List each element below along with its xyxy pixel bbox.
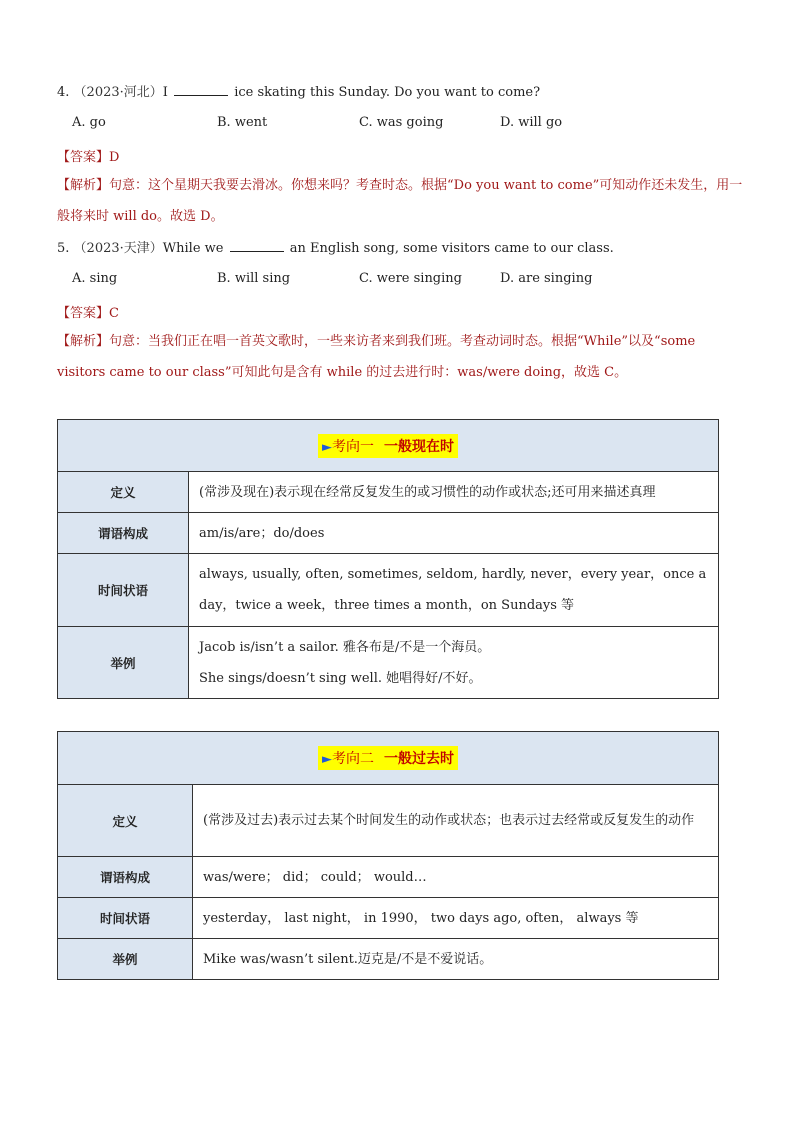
answer-tag: 【答案】 — [57, 306, 110, 321]
stem-post: ice skating this Sunday. Do you want to come? — [234, 85, 541, 100]
option-d: D. will go — [500, 115, 563, 130]
question-4-analysis — [57, 170, 747, 232]
tense-table-present — [57, 419, 719, 699]
stem-pre: While we — [162, 241, 224, 256]
answer-value: C — [109, 306, 119, 321]
option-c: C. were singing — [359, 271, 462, 286]
example-line: Jacob is/isn’t a sailor. 雅各布是/不是一个海员。 — [199, 639, 491, 655]
tense-table-past — [57, 731, 719, 980]
kx-label: 考向一 — [332, 438, 374, 455]
row-label: 举例 — [58, 627, 189, 699]
table-header — [58, 732, 719, 785]
row-label: 时间状语 — [58, 898, 193, 939]
triangle-arrow-icon: ► — [322, 752, 332, 767]
row-label: 定义 — [58, 472, 189, 513]
row-value: am/is/are；do/does — [189, 513, 719, 554]
row-label: 时间状语 — [58, 554, 189, 627]
question-5-stem — [57, 239, 614, 258]
row-value — [189, 627, 719, 699]
option-c: C. was going — [359, 115, 444, 130]
kx-label: 考向二 — [332, 751, 374, 767]
question-number: 4. — [57, 85, 70, 100]
answer-value: D — [109, 150, 120, 165]
option-a: A. go — [72, 115, 106, 130]
row-label: 定义 — [58, 785, 193, 857]
analysis-tag: 【解析】 — [57, 334, 110, 349]
section-heading — [318, 434, 458, 458]
question-source: （2023·天津） — [73, 241, 163, 256]
answer-blank — [230, 239, 284, 252]
question-number: 5. — [57, 241, 70, 256]
row-label: 谓语构成 — [58, 513, 189, 554]
option-a: A. sing — [72, 271, 118, 286]
answer-blank — [174, 83, 228, 96]
row-value: (常涉及现在)表示现在经常反复发生的或习惯性的动作或状态;还可用来描述真理 — [189, 472, 719, 513]
row-value: yesterday， last night， in 1990， two days ago, often， always 等 — [193, 898, 719, 939]
row-value: Mike was/wasn’t silent.迈克是/不是不爱说话。 — [193, 939, 719, 980]
tense-name: 一般现在时 — [384, 438, 454, 455]
question-5-analysis — [57, 326, 747, 388]
analysis-text: 句意：这个星期天我要去滑冰。你想来吗？考查时态。根据“Do you want to come”可知动作还未发生，用一般将来时 will do。故选 D。 — [57, 178, 743, 224]
row-label: 谓语构成 — [58, 857, 193, 898]
row-value: always, usually, often, sometimes, seldom, hardly, never，every year，once a day，twice a week，three times a month，on Sundays 等 — [189, 554, 719, 627]
analysis-tag: 【解析】 — [57, 178, 110, 193]
question-source: （2023·河北） — [73, 85, 163, 100]
answer-tag: 【答案】 — [57, 150, 110, 165]
table-header — [58, 420, 719, 472]
section-heading — [318, 746, 458, 770]
question-5-answer — [57, 302, 119, 321]
example-line: She sings/doesn’t sing well. 她唱得好/不好。 — [199, 670, 482, 686]
row-value: (常涉及过去)表示过去某个时间发生的动作或状态；也表示过去经常或反复发生的动作 — [193, 785, 719, 857]
triangle-arrow-icon: ► — [322, 439, 332, 455]
row-value: was/were； did； could； would… — [193, 857, 719, 898]
stem-pre: I — [162, 85, 168, 100]
question-4-answer — [57, 146, 119, 165]
question-4-stem — [57, 83, 540, 102]
row-label: 举例 — [58, 939, 193, 980]
option-b: B. went — [217, 115, 268, 130]
analysis-text: 句意：当我们正在唱一首英文歌时，一些来访者来到我们班。考查动词时态。根据“While”以及“some visitors came to our class”可知此句是含有 while 的过去进行时：was/were doing，故选 C。 — [57, 334, 696, 380]
tense-name: 一般过去时 — [384, 751, 454, 767]
option-b: B. will sing — [217, 271, 291, 286]
stem-post: an English song, some visitors came to our class. — [289, 241, 614, 256]
option-d: D. are singing — [500, 271, 593, 286]
